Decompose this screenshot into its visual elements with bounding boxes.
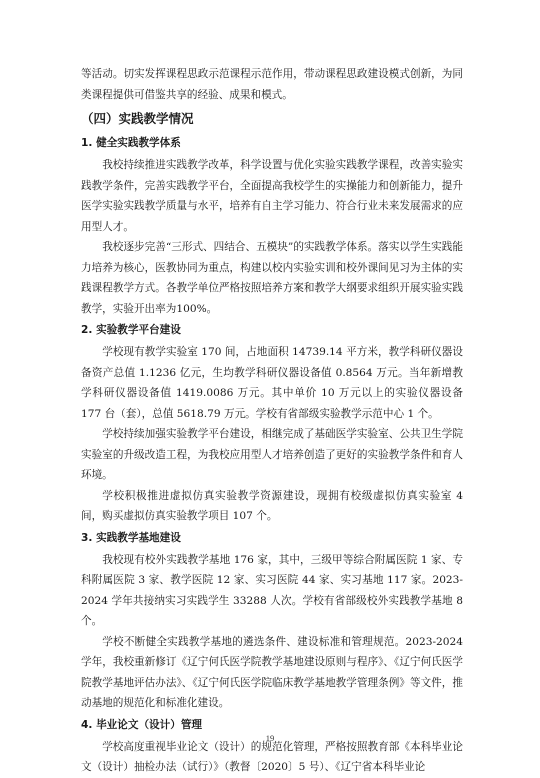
paragraph: 学校现有教学实验室 170 间，占地面积 14739.14 平方米，教学科研仪器设备资产总值 1.1236 亿元，生均教学科研仪器设备值 0.8564 万元。当年新增教学科研仪器设备值 1419.0086 万元。其中单价 10 万元以上的实验仪器设备 177 台（套），总值 5618.79 万元。学校有省部级实验教学示范中心 1 个。 (81, 346, 463, 420)
subheading: 4. 毕业论文（设计）管理 (81, 718, 203, 731)
paragraph: 学校高度重视毕业论文（设计）的规范化管理，严格按照教育部《本科毕业论文（设计）抽检办法（试行）》（教督〔2020〕5 号）、《辽宁省本科毕业论 (81, 740, 463, 773)
subheading: 2. 实验教学平台建设 (81, 324, 181, 336)
subheading: 1. 健全实践教学体系 (81, 137, 181, 149)
document-body (81, 64, 463, 778)
paragraph: 学校积极推进虚拟仿真实验教学资源建设，现拥有校级虚拟仿真实验室 4 间，购买虚拟仿真实验教学项目 107 个。 (81, 489, 463, 522)
paragraph: 学校不断健全实践教学基地的遴选条件、建设标准和管理规范。2023-2024 学年，我校重新修订《辽宁何氏医学院教学基地建设原则与程序》、《辽宁何氏医学院教学基地评估办法》、《辽宁何氏医学院临床教学基地教学管理条例》等文件，推动基地的规范化和标准化建设。 (81, 635, 463, 709)
paragraph: 我校逐步完善“三形式、四结合、五模块”的实践教学体系。落实以学生实践能力培养为核心，医教协同为重点，构建以校内实验实训和校外课间见习为主体的实践课程教学方式。各教学单位严格按照培养方案和教学大纲要求组织开展实验实践教学，实验开出率为100%。 (81, 241, 463, 315)
paragraph: 等活动。切实发挥课程思政示范课程示范作用，带动课程思政建设模式创新，为同类课程提供可借鉴共享的经验、成果和模式。 (81, 68, 463, 101)
section-heading: （四）实践教学情况 (81, 111, 194, 126)
paragraph: 我校现有校外实践教学基地 176 家，其中，三级甲等综合附属医院 1 家、专科附属医院 3 家、教学医院 12 家、实习医院 44 家、实习基地 117 家。2023-2024 学年共接纳实习实践学生 33288 人次。学校有省部级校外实践教学基地 8 个。 (81, 553, 463, 627)
paragraph: 我校持续推进实践教学改革，科学设置与优化实验实践教学课程，改善实验实践教学条件，完善实践教学平台，全面提高我校学生的实操能力和创新能力，提升医学实验实践教学质量与水平，培养有自主学习能力、符合行业未来发展需求的应用型人才。 (81, 159, 463, 233)
paragraph: 学校持续加强实验教学平台建设，相继完成了基础医学实验室、公共卫生学院实验室的升级改造工程，为我校应用型人才培养创造了更好的实验教学条件和育人环境。 (81, 428, 463, 481)
page-number: 19 (265, 733, 275, 743)
subheading: 3. 实践教学基地建设 (81, 531, 181, 544)
